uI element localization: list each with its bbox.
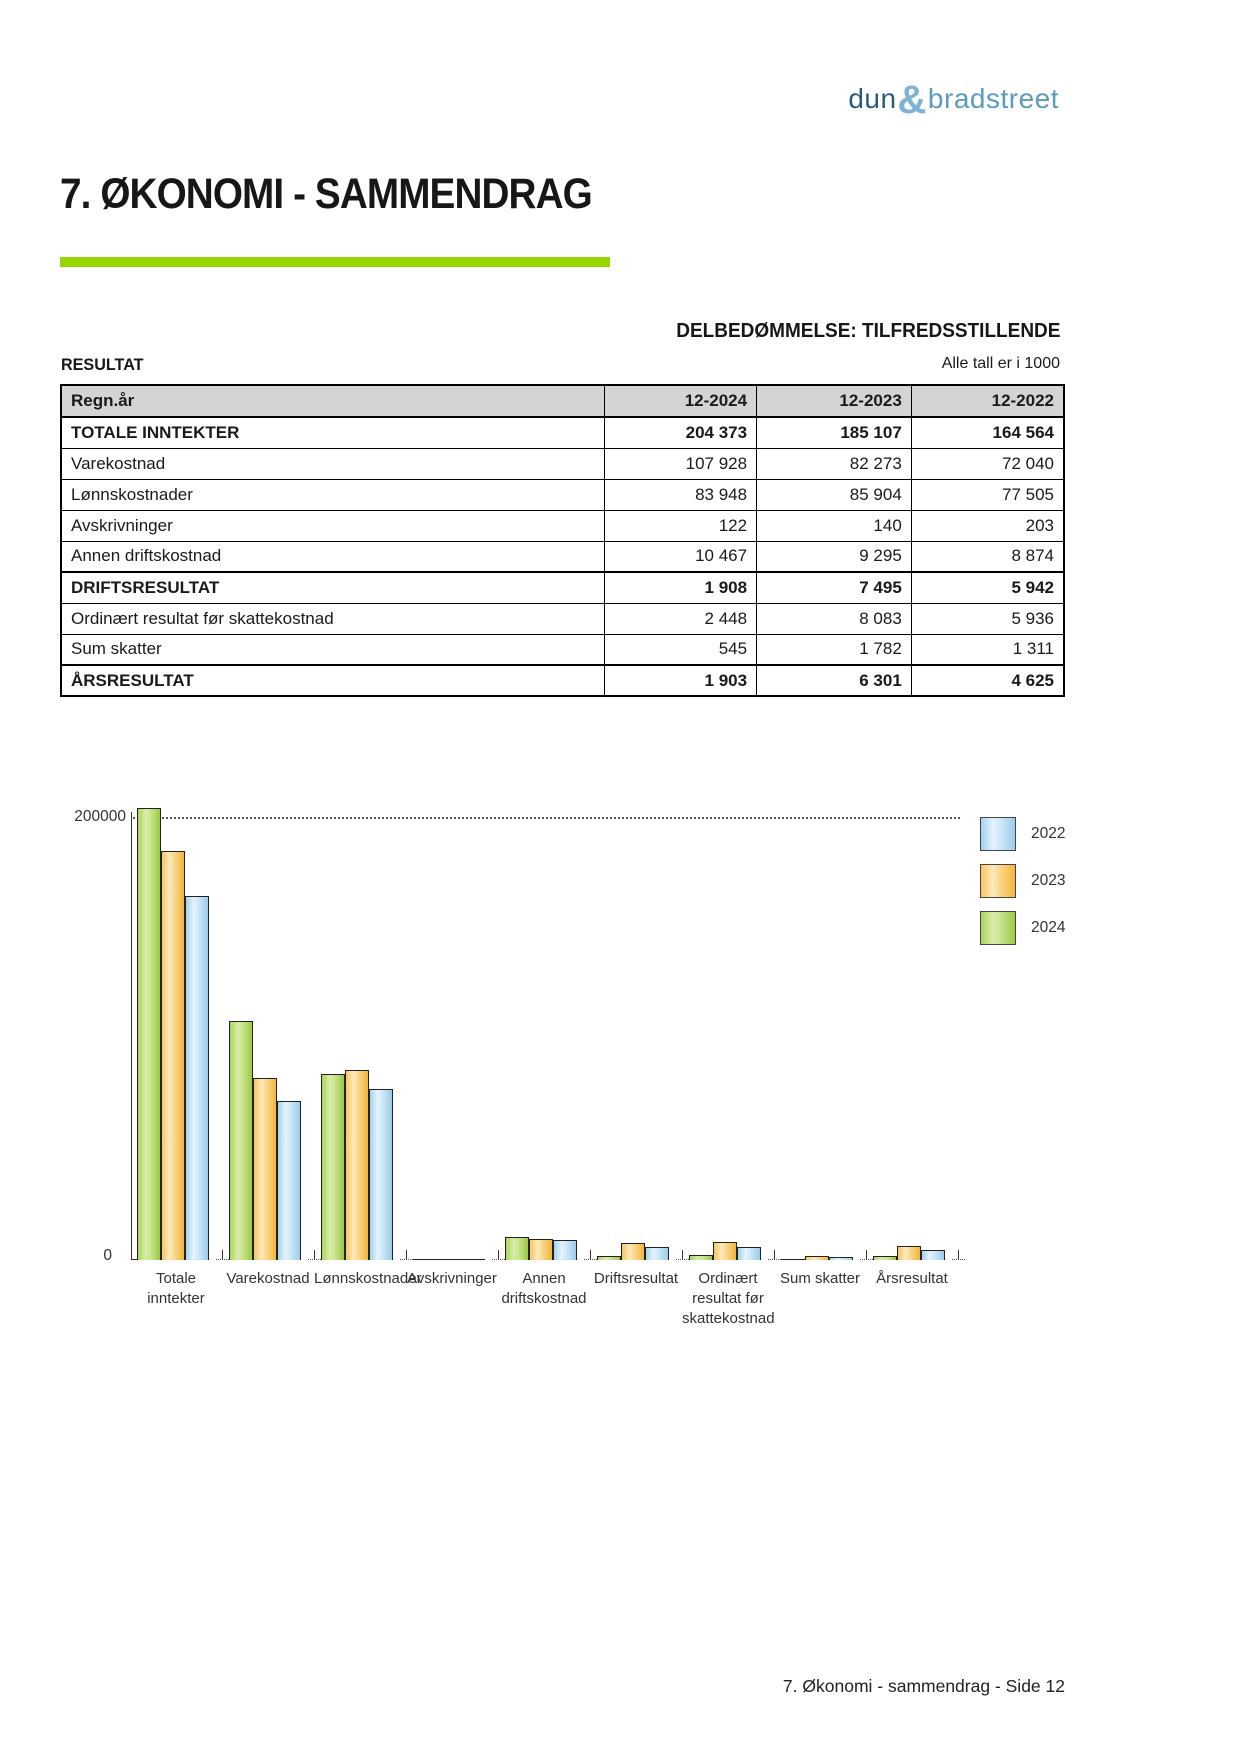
x-axis-dotted-segment xyxy=(492,1259,505,1260)
bar-2024 xyxy=(505,1237,529,1260)
row-value: 203 xyxy=(911,510,1064,541)
row-value: 8 874 xyxy=(911,541,1064,572)
bar-2022 xyxy=(737,1247,761,1260)
chart-y-axis xyxy=(131,812,132,1260)
bar-2023 xyxy=(161,851,185,1260)
category-label-line: Ordinært xyxy=(698,1270,758,1287)
table-row xyxy=(61,665,1064,696)
row-value: 7 495 xyxy=(757,572,912,603)
legend-swatch-2022 xyxy=(980,817,1016,851)
table-header-period: 12-2024 xyxy=(605,385,757,417)
row-value: 164 564 xyxy=(911,417,1064,448)
x-axis-dotted-segment xyxy=(216,1259,229,1260)
table-row xyxy=(61,479,1064,510)
category-label xyxy=(866,1269,958,1329)
bar-2023 xyxy=(897,1246,921,1260)
row-value: 185 107 xyxy=(757,417,912,448)
y-axis-label-200000: 200000 xyxy=(74,808,126,825)
row-label: Lønnskostnader xyxy=(61,479,605,510)
bar-group xyxy=(597,1243,675,1260)
x-axis-dotted-segment xyxy=(860,1259,873,1260)
bar-group xyxy=(781,1256,859,1260)
result-table-header xyxy=(61,385,1064,417)
dun-bradstreet-logo xyxy=(848,78,1059,123)
x-axis-dotted-segment xyxy=(400,1259,413,1260)
category-label xyxy=(314,1269,422,1329)
logo-ampersand-icon: & xyxy=(897,78,927,122)
row-value: 5 942 xyxy=(911,572,1064,603)
category-label-line: resultat før xyxy=(692,1290,764,1307)
row-value: 1 311 xyxy=(911,634,1064,665)
x-axis-dotted-segment xyxy=(768,1259,781,1260)
bar-2023 xyxy=(529,1239,553,1260)
table-header-row xyxy=(61,385,1064,417)
category-label-line: Varekostnad xyxy=(226,1270,310,1287)
bar-2022 xyxy=(829,1257,853,1260)
category-label-line: Avskrivninger xyxy=(407,1270,497,1287)
bar-group xyxy=(873,1246,951,1260)
legend-entry-2023 xyxy=(980,864,1065,898)
row-value: 2 448 xyxy=(605,603,757,634)
chart-legend xyxy=(980,817,1065,958)
row-value: 5 936 xyxy=(911,603,1064,634)
bar-group xyxy=(229,1021,307,1260)
y-axis-label-0: 0 xyxy=(103,1247,112,1264)
bar-2023 xyxy=(437,1259,461,1260)
table-row xyxy=(61,603,1064,634)
bar-group xyxy=(413,1259,491,1260)
category-label xyxy=(774,1269,866,1329)
chart-category-labels xyxy=(130,1269,958,1329)
table-row xyxy=(61,572,1064,603)
bar-2024 xyxy=(689,1255,713,1260)
row-value: 1 903 xyxy=(605,665,757,696)
row-value: 77 505 xyxy=(911,479,1064,510)
category-label-line: Driftsresultat xyxy=(593,1270,679,1287)
legend-label-2022: 2022 xyxy=(1031,825,1066,842)
row-label: TOTALE INNTEKTER xyxy=(61,417,605,448)
bar-2022 xyxy=(461,1259,485,1260)
row-value: 9 295 xyxy=(757,541,912,572)
result-table-body xyxy=(61,417,1064,696)
category-label-line: Annen xyxy=(522,1270,566,1287)
table-header-regnar: Regn.år xyxy=(61,385,605,417)
row-value: 8 083 xyxy=(757,603,912,634)
row-value: 6 301 xyxy=(757,665,912,696)
category-label xyxy=(130,1269,222,1329)
row-value: 107 928 xyxy=(605,448,757,479)
page-footer: 7. Økonomi - sammendrag - Side 12 xyxy=(782,1676,1065,1696)
page-title: 7. ØKONOMI - SAMMENDRAG xyxy=(60,170,592,218)
bar-2022 xyxy=(553,1240,577,1260)
logo-word-dun: dun xyxy=(848,83,897,114)
bar-2024 xyxy=(137,808,161,1260)
x-axis-dotted-segment xyxy=(584,1259,597,1260)
row-value: 1 908 xyxy=(605,572,757,603)
row-value: 72 040 xyxy=(911,448,1064,479)
category-label-line: Totale xyxy=(155,1270,197,1287)
bar-2022 xyxy=(369,1089,393,1260)
legend-swatch-2024 xyxy=(980,911,1016,945)
title-accent-rule xyxy=(60,257,610,267)
row-label: Ordinært resultat før skattekostnad xyxy=(61,603,605,634)
bar-2023 xyxy=(621,1243,645,1260)
category-label-line: Årsresultat xyxy=(876,1270,948,1287)
table-row xyxy=(61,541,1064,572)
legend-label-2023: 2023 xyxy=(1031,872,1066,889)
bar-2022 xyxy=(185,896,209,1260)
category-label-line: Lønnskostnader xyxy=(314,1270,422,1287)
bar-2024 xyxy=(873,1256,897,1260)
row-label: Avskrivninger xyxy=(61,510,605,541)
category-label-line: skattekostnad xyxy=(682,1310,775,1327)
row-value: 545 xyxy=(605,634,757,665)
bar-2023 xyxy=(345,1070,369,1260)
legend-entry-2024 xyxy=(980,911,1065,945)
row-value: 4 625 xyxy=(911,665,1064,696)
assessment-heading: DELBEDØMMELSE: TILFREDSSTILLENDE xyxy=(675,320,1060,342)
bar-2024 xyxy=(321,1074,345,1260)
table-row xyxy=(61,448,1064,479)
category-label-line: driftskostnad xyxy=(501,1290,587,1307)
category-label-line: inntekter xyxy=(147,1290,205,1307)
row-value: 82 273 xyxy=(757,448,912,479)
category-label xyxy=(406,1269,498,1329)
table-header-period: 12-2023 xyxy=(757,385,912,417)
bar-2022 xyxy=(277,1101,301,1260)
row-label: ÅRSRESULTAT xyxy=(61,665,605,696)
legend-label-2024: 2024 xyxy=(1031,919,1066,936)
bar-2022 xyxy=(645,1247,669,1260)
bar-2023 xyxy=(253,1078,277,1260)
category-label xyxy=(222,1269,314,1329)
x-axis-dotted-segment xyxy=(308,1259,321,1260)
bar-2024 xyxy=(781,1259,805,1260)
row-label: Varekostnad xyxy=(61,448,605,479)
category-label-line: Sum skatter xyxy=(779,1270,861,1287)
chart-plot xyxy=(137,806,951,1260)
row-value: 140 xyxy=(757,510,912,541)
bar-2024 xyxy=(413,1259,437,1260)
table-header-period: 12-2022 xyxy=(911,385,1064,417)
bar-group xyxy=(321,1070,399,1260)
units-note: Alle tall er i 1000 xyxy=(941,355,1060,372)
bar-group xyxy=(505,1237,583,1260)
result-section-label: RESULTAT xyxy=(61,355,144,374)
category-label xyxy=(498,1269,590,1329)
category-label xyxy=(682,1269,774,1329)
row-value: 83 948 xyxy=(605,479,757,510)
bar-group xyxy=(137,808,215,1260)
bar-2023 xyxy=(805,1256,829,1260)
row-value: 204 373 xyxy=(605,417,757,448)
row-value: 10 467 xyxy=(605,541,757,572)
table-row xyxy=(61,417,1064,448)
category-label xyxy=(590,1269,682,1329)
bar-2024 xyxy=(597,1256,621,1260)
bar-2024 xyxy=(229,1021,253,1260)
row-label: DRIFTSRESULTAT xyxy=(61,572,605,603)
logo-word-bradstreet: bradstreet xyxy=(927,83,1059,114)
x-axis-dotted-segment xyxy=(952,1259,965,1260)
x-axis-dotted-segment xyxy=(676,1259,689,1260)
table-row xyxy=(61,510,1064,541)
table-row xyxy=(61,634,1064,665)
row-value: 1 782 xyxy=(757,634,912,665)
row-value: 85 904 xyxy=(757,479,912,510)
legend-entry-2022 xyxy=(980,817,1065,851)
bar-2023 xyxy=(713,1242,737,1260)
legend-swatch-2023 xyxy=(980,864,1016,898)
bar-group xyxy=(689,1242,767,1260)
result-table xyxy=(60,384,1065,697)
row-label: Sum skatter xyxy=(61,634,605,665)
row-label: Annen driftskostnad xyxy=(61,541,605,572)
bar-2022 xyxy=(921,1250,945,1260)
row-value: 122 xyxy=(605,510,757,541)
